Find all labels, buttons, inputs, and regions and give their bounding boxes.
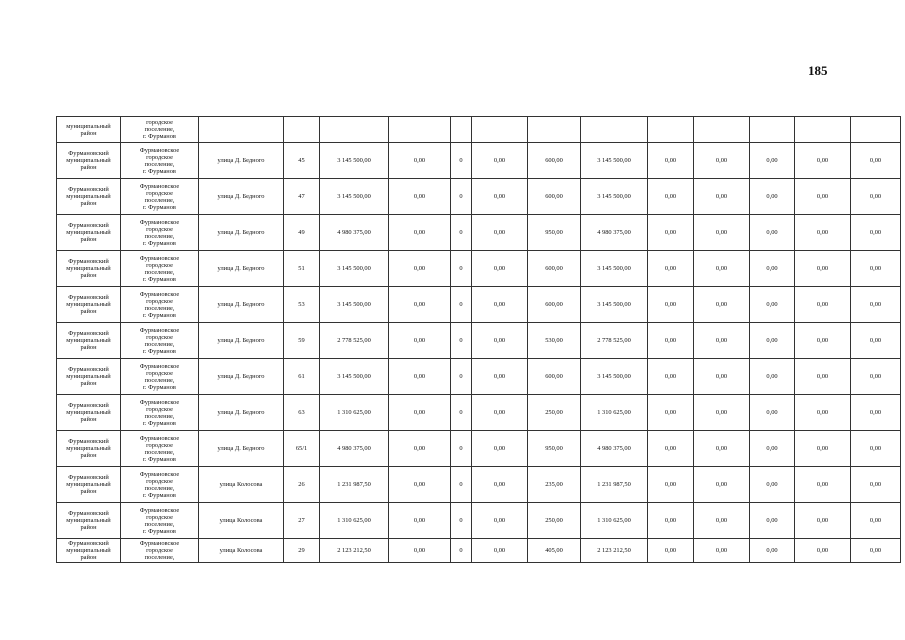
district-line: муниципальный (66, 265, 111, 272)
value-cell: 0,00 (648, 359, 694, 395)
settlement-line: Фурмановское (139, 218, 180, 226)
district-line: район (80, 452, 97, 459)
settlement-line: поселение, (144, 520, 175, 528)
settlement-line: городское (146, 405, 173, 413)
settlement-line: городское (146, 369, 173, 377)
count-cell: 0 (451, 251, 472, 287)
table-row (57, 323, 901, 359)
district-line: Фурмановский (68, 258, 109, 265)
district-line: Фурмановский (68, 150, 109, 157)
value-cell: 0,00 (694, 359, 750, 395)
district-line: муниципальный (66, 409, 111, 416)
total-cost-cell: 4 980 375,00 (320, 215, 389, 251)
value-cell: 0,00 (851, 359, 901, 395)
district-line: муниципальный (66, 517, 111, 524)
area-cell: 600,00 (528, 179, 581, 215)
district-line: Фурмановский (68, 186, 109, 193)
table-row-continuation (57, 117, 901, 143)
area-cell: 405,00 (528, 539, 581, 563)
repair-cost-cell: 1 231 987,50 (581, 467, 648, 503)
settlement-line: Фурмановское (139, 182, 180, 190)
settlement-line: городское (146, 297, 173, 305)
value-cell: 0,00 (389, 179, 451, 215)
settlement-line: Фурмановское (139, 470, 180, 478)
settlement-line: поселение, (144, 196, 175, 204)
count-cell: 0 (451, 467, 472, 503)
count-cell: 0 (451, 143, 472, 179)
house-number-cell: 29 (284, 539, 320, 563)
value-cell: 0,00 (750, 395, 795, 431)
value-cell: 0,00 (750, 359, 795, 395)
district-line: Фурмановский (68, 540, 109, 547)
empty-cell (648, 117, 694, 143)
empty-cell (795, 117, 851, 143)
settlement-line: городское (146, 225, 173, 233)
value-cell: 0,00 (795, 359, 851, 395)
total-cost-cell: 3 145 500,00 (320, 143, 389, 179)
value-cell: 0,00 (472, 143, 528, 179)
district-cell (57, 323, 121, 359)
district-cell (57, 143, 121, 179)
total-cost-cell: 3 145 500,00 (320, 251, 389, 287)
value-cell: 0,00 (694, 179, 750, 215)
area-cell: 600,00 (528, 359, 581, 395)
total-cost-cell: 2 778 525,00 (320, 323, 389, 359)
value-cell: 0,00 (648, 395, 694, 431)
value-cell: 0,00 (389, 359, 451, 395)
count-cell: 0 (451, 359, 472, 395)
repair-cost-cell: 2 123 212,50 (581, 539, 648, 563)
table-row (57, 215, 901, 251)
value-cell: 0,00 (472, 431, 528, 467)
value-cell: 0,00 (795, 431, 851, 467)
district-line: район (80, 380, 97, 387)
settlement-line: поселение, (144, 160, 175, 168)
settlement-line: городское (146, 333, 173, 341)
value-cell: 0,00 (851, 431, 901, 467)
count-cell: 0 (451, 323, 472, 359)
settlement-cell (121, 117, 199, 143)
value-cell: 0,00 (472, 251, 528, 287)
district-cell (57, 215, 121, 251)
settlement-line: Фурмановское (139, 540, 180, 547)
settlement-line: поселение, (144, 232, 175, 240)
value-cell: 0,00 (648, 323, 694, 359)
settlement-line: городское (146, 261, 173, 269)
empty-cell (199, 117, 284, 143)
settlement-line: г. Фурманов (143, 527, 176, 535)
value-cell: 0,00 (750, 143, 795, 179)
area-cell: 250,00 (528, 503, 581, 539)
table-row (57, 179, 901, 215)
count-cell: 0 (451, 395, 472, 431)
district-line: район (80, 236, 97, 243)
settlement-cell (121, 467, 199, 503)
district-line: Фурмановский (68, 330, 109, 337)
settlement-cell (121, 395, 199, 431)
settlement-line: г. Фурманов (143, 167, 176, 175)
house-number-cell: 65/1 (284, 431, 320, 467)
settlement-line: городское (146, 441, 173, 449)
district-line: район (80, 416, 97, 423)
area-cell: 950,00 (528, 215, 581, 251)
count-cell: 0 (451, 179, 472, 215)
district-cell (57, 431, 121, 467)
street-cell: улица Д. Бедного (199, 359, 284, 395)
district-line: муниципальный (66, 122, 111, 130)
value-cell: 0,00 (851, 287, 901, 323)
count-cell: 0 (451, 215, 472, 251)
settlement-line: поселение, (144, 554, 175, 561)
street-cell: улица Колосова (199, 539, 284, 563)
street-cell: улица Д. Бедного (199, 251, 284, 287)
district-line: Фурмановский (68, 294, 109, 301)
district-line: район (80, 272, 97, 279)
district-line: район (80, 308, 97, 315)
area-cell: 950,00 (528, 431, 581, 467)
settlement-line: Фурмановское (139, 254, 180, 262)
district-line: Фурмановский (68, 474, 109, 481)
empty-cell (528, 117, 581, 143)
district-line: муниципальный (66, 337, 111, 344)
value-cell: 0,00 (472, 395, 528, 431)
house-number-cell: 45 (284, 143, 320, 179)
value-cell: 0,00 (472, 503, 528, 539)
value-cell: 0,00 (750, 467, 795, 503)
count-cell: 0 (451, 539, 472, 563)
table-row (57, 467, 901, 503)
total-cost-cell: 3 145 500,00 (320, 287, 389, 323)
value-cell: 0,00 (389, 539, 451, 563)
total-cost-cell: 3 145 500,00 (320, 359, 389, 395)
total-cost-cell: 1 310 625,00 (320, 503, 389, 539)
value-cell: 0,00 (389, 251, 451, 287)
value-cell: 0,00 (795, 251, 851, 287)
settlement-line: г. Фурманов (143, 275, 176, 283)
value-cell: 0,00 (694, 287, 750, 323)
value-cell: 0,00 (648, 539, 694, 563)
value-cell: 0,00 (472, 467, 528, 503)
house-number-cell: 49 (284, 215, 320, 251)
settlement-line: Фурмановское (139, 506, 180, 514)
repair-cost-cell: 3 145 500,00 (581, 359, 648, 395)
value-cell: 0,00 (389, 287, 451, 323)
value-cell: 0,00 (795, 215, 851, 251)
value-cell: 0,00 (851, 215, 901, 251)
settlement-line: г. Фурманов (143, 239, 176, 247)
settlement-line: городское (146, 547, 173, 554)
house-number-cell: 51 (284, 251, 320, 287)
settlement-line: Фурмановское (139, 434, 180, 442)
settlement-line: городское (146, 119, 173, 126)
district-line: район (80, 554, 97, 561)
value-cell: 0,00 (795, 143, 851, 179)
settlement-line: Фурмановское (139, 326, 180, 334)
value-cell: 0,00 (472, 323, 528, 359)
settlement-line: г. Фурманов (143, 455, 176, 463)
housing-table (56, 116, 901, 563)
value-cell: 0,00 (472, 287, 528, 323)
district-line: муниципальный (66, 373, 111, 380)
area-cell: 600,00 (528, 251, 581, 287)
value-cell: 0,00 (472, 179, 528, 215)
district-line: Фурмановский (68, 366, 109, 373)
value-cell: 0,00 (851, 503, 901, 539)
repair-cost-cell: 1 310 625,00 (581, 503, 648, 539)
settlement-line: поселение, (144, 268, 175, 276)
value-cell: 0,00 (694, 503, 750, 539)
district-line: муниципальный (66, 229, 111, 236)
area-cell: 250,00 (528, 395, 581, 431)
page-number: 185 (808, 63, 828, 78)
value-cell: 0,00 (694, 431, 750, 467)
table-row (57, 251, 901, 287)
empty-cell (694, 117, 750, 143)
repair-cost-cell: 3 145 500,00 (581, 251, 648, 287)
district-line: район (80, 524, 97, 531)
house-number-cell: 27 (284, 503, 320, 539)
district-line: район (80, 129, 97, 137)
settlement-line: Фурмановское (139, 290, 180, 298)
area-cell: 235,00 (528, 467, 581, 503)
settlement-cell (121, 143, 199, 179)
district-line: район (80, 200, 97, 207)
district-line: район (80, 164, 97, 171)
settlement-line: поселение, (144, 126, 175, 133)
table-row (57, 503, 901, 539)
settlement-line: городское (146, 513, 173, 521)
settlement-line: городское (146, 477, 173, 485)
settlement-line: г. Фурманов (143, 133, 176, 140)
value-cell: 0,00 (795, 323, 851, 359)
empty-cell (284, 117, 320, 143)
value-cell: 0,00 (648, 467, 694, 503)
district-cell (57, 251, 121, 287)
street-cell: улица Колосова (199, 467, 284, 503)
settlement-line: поселение, (144, 376, 175, 384)
repair-cost-cell: 3 145 500,00 (581, 143, 648, 179)
value-cell: 0,00 (750, 215, 795, 251)
empty-cell (389, 117, 451, 143)
district-line: Фурмановский (68, 438, 109, 445)
settlement-line: г. Фурманов (143, 419, 176, 427)
house-number-cell: 59 (284, 323, 320, 359)
district-line: Фурмановский (68, 510, 109, 517)
repair-cost-cell: 3 145 500,00 (581, 179, 648, 215)
table-row (57, 431, 901, 467)
value-cell: 0,00 (694, 251, 750, 287)
settlement-line: поселение, (144, 412, 175, 420)
empty-cell (851, 117, 901, 143)
table-row (57, 395, 901, 431)
settlement-line: городское (146, 189, 173, 197)
total-cost-cell: 1 231 987,50 (320, 467, 389, 503)
value-cell: 0,00 (389, 323, 451, 359)
value-cell: 0,00 (851, 143, 901, 179)
settlement-line: г. Фурманов (143, 491, 176, 499)
repair-cost-cell: 4 980 375,00 (581, 215, 648, 251)
repair-cost-cell: 1 310 625,00 (581, 395, 648, 431)
value-cell: 0,00 (851, 539, 901, 563)
settlement-line: поселение, (144, 484, 175, 492)
table-row (57, 143, 901, 179)
value-cell: 0,00 (851, 323, 901, 359)
value-cell: 0,00 (389, 395, 451, 431)
settlement-line: городское (146, 153, 173, 161)
value-cell: 0,00 (389, 215, 451, 251)
value-cell: 0,00 (750, 539, 795, 563)
district-line: район (80, 488, 97, 495)
house-number-cell: 47 (284, 179, 320, 215)
settlement-line: Фурмановское (139, 362, 180, 370)
value-cell: 0,00 (694, 539, 750, 563)
district-line: муниципальный (66, 481, 111, 488)
empty-cell (451, 117, 472, 143)
district-line: Фурмановский (68, 402, 109, 409)
district-line: муниципальный (66, 301, 111, 308)
value-cell: 0,00 (694, 143, 750, 179)
table-row (57, 287, 901, 323)
area-cell: 530,00 (528, 323, 581, 359)
district-cell (57, 467, 121, 503)
value-cell: 0,00 (750, 323, 795, 359)
table-row (57, 359, 901, 395)
area-cell: 600,00 (528, 287, 581, 323)
value-cell: 0,00 (851, 179, 901, 215)
district-line: Фурмановский (68, 222, 109, 229)
value-cell: 0,00 (694, 395, 750, 431)
value-cell: 0,00 (795, 503, 851, 539)
district-cell (57, 359, 121, 395)
value-cell: 0,00 (795, 287, 851, 323)
settlement-cell (121, 323, 199, 359)
value-cell: 0,00 (795, 179, 851, 215)
count-cell: 0 (451, 287, 472, 323)
settlement-cell (121, 539, 199, 563)
empty-cell (750, 117, 795, 143)
value-cell: 0,00 (472, 215, 528, 251)
value-cell: 0,00 (389, 503, 451, 539)
value-cell: 0,00 (648, 179, 694, 215)
value-cell: 0,00 (648, 431, 694, 467)
street-cell: улица Д. Бедного (199, 431, 284, 467)
district-cell (57, 179, 121, 215)
house-number-cell: 53 (284, 287, 320, 323)
house-number-cell: 61 (284, 359, 320, 395)
value-cell: 0,00 (750, 251, 795, 287)
district-cell (57, 539, 121, 563)
district-cell (57, 117, 121, 143)
total-cost-cell: 1 310 625,00 (320, 395, 389, 431)
district-line: муниципальный (66, 157, 111, 164)
settlement-line: г. Фурманов (143, 203, 176, 211)
table-row (57, 539, 901, 563)
repair-cost-cell: 4 980 375,00 (581, 431, 648, 467)
street-cell: улица Д. Бедного (199, 179, 284, 215)
settlement-cell (121, 431, 199, 467)
settlement-line: Фурмановское (139, 146, 180, 154)
value-cell: 0,00 (648, 503, 694, 539)
district-cell (57, 287, 121, 323)
repair-cost-cell: 2 778 525,00 (581, 323, 648, 359)
value-cell: 0,00 (795, 395, 851, 431)
settlement-line: поселение, (144, 340, 175, 348)
district-line: муниципальный (66, 547, 111, 554)
value-cell: 0,00 (389, 431, 451, 467)
empty-cell (581, 117, 648, 143)
total-cost-cell: 2 123 212,50 (320, 539, 389, 563)
value-cell: 0,00 (851, 467, 901, 503)
value-cell: 0,00 (750, 179, 795, 215)
value-cell: 0,00 (472, 539, 528, 563)
value-cell: 0,00 (389, 467, 451, 503)
value-cell: 0,00 (795, 467, 851, 503)
value-cell: 0,00 (851, 395, 901, 431)
street-cell: улица Д. Бедного (199, 287, 284, 323)
value-cell: 0,00 (472, 359, 528, 395)
settlement-line: поселение, (144, 448, 175, 456)
empty-cell (472, 117, 528, 143)
street-cell: улица Д. Бедного (199, 323, 284, 359)
value-cell: 0,00 (694, 323, 750, 359)
value-cell: 0,00 (851, 251, 901, 287)
value-cell: 0,00 (648, 251, 694, 287)
settlement-cell (121, 179, 199, 215)
street-cell: улица Колосова (199, 503, 284, 539)
area-cell: 600,00 (528, 143, 581, 179)
house-number-cell: 63 (284, 395, 320, 431)
count-cell: 0 (451, 431, 472, 467)
settlement-cell (121, 215, 199, 251)
value-cell: 0,00 (389, 143, 451, 179)
district-cell (57, 395, 121, 431)
repair-cost-cell: 3 145 500,00 (581, 287, 648, 323)
street-cell: улица Д. Бедного (199, 395, 284, 431)
total-cost-cell: 4 980 375,00 (320, 431, 389, 467)
value-cell: 0,00 (694, 215, 750, 251)
district-line: муниципальный (66, 193, 111, 200)
value-cell: 0,00 (795, 539, 851, 563)
settlement-line: поселение, (144, 304, 175, 312)
settlement-line: Фурмановское (139, 398, 180, 406)
count-cell: 0 (451, 503, 472, 539)
district-line: муниципальный (66, 445, 111, 452)
settlement-cell (121, 251, 199, 287)
total-cost-cell: 3 145 500,00 (320, 179, 389, 215)
value-cell: 0,00 (750, 287, 795, 323)
settlement-line: г. Фурманов (143, 383, 176, 391)
value-cell: 0,00 (648, 143, 694, 179)
settlement-cell (121, 287, 199, 323)
value-cell: 0,00 (750, 503, 795, 539)
value-cell: 0,00 (750, 431, 795, 467)
settlement-line: г. Фурманов (143, 311, 176, 319)
table-body (57, 117, 901, 563)
settlement-cell (121, 359, 199, 395)
empty-cell (320, 117, 389, 143)
street-cell: улица Д. Бедного (199, 215, 284, 251)
settlement-cell (121, 503, 199, 539)
house-number-cell: 26 (284, 467, 320, 503)
street-cell: улица Д. Бедного (199, 143, 284, 179)
value-cell: 0,00 (694, 467, 750, 503)
district-cell (57, 503, 121, 539)
district-line: район (80, 344, 97, 351)
settlement-line: г. Фурманов (143, 347, 176, 355)
value-cell: 0,00 (648, 215, 694, 251)
value-cell: 0,00 (648, 287, 694, 323)
